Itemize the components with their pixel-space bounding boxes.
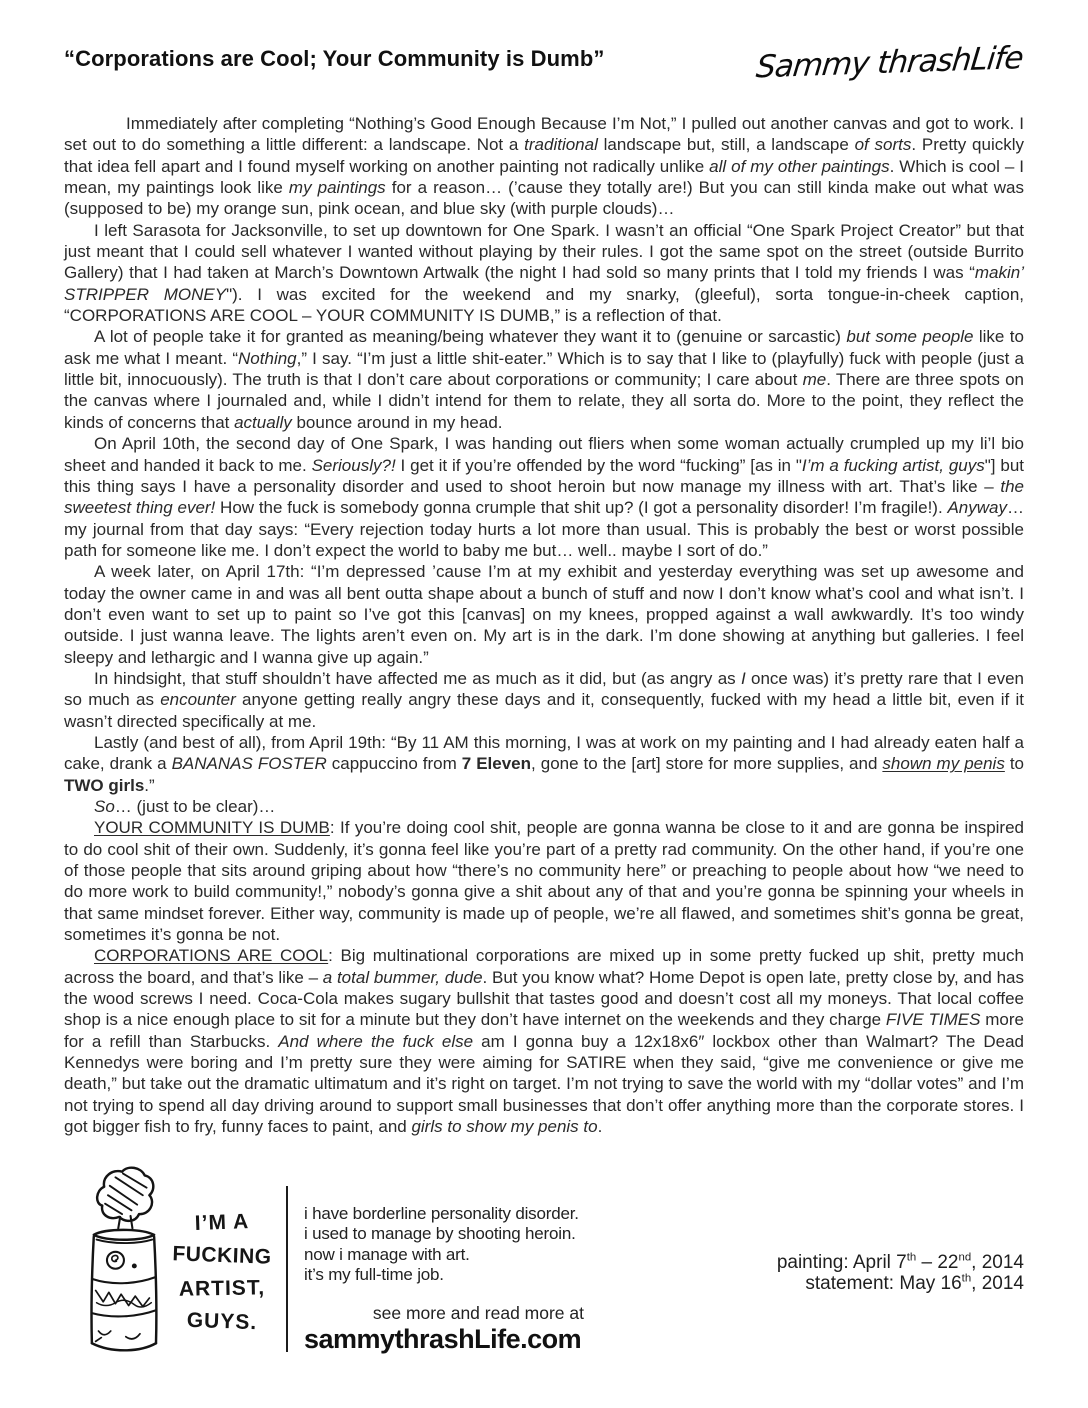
footer bbox=[64, 1166, 1024, 1366]
page-title: “Corporations are Cool; Your Community is Dumb” bbox=[64, 46, 605, 71]
caption-line: i have borderline personality disorder. bbox=[304, 1204, 579, 1223]
paragraph: Lastly (and best of all), from April 19th: “By 11 AM this morning, I was at work on my painting and I had already eaten half a cake, drank a BANANAS FOSTER cappuccino from 7 Eleven, gone to the [art] store for more supplies, and shown my penis to TWO girls.” bbox=[64, 732, 1025, 795]
caption-line: now i manage with art. bbox=[304, 1244, 470, 1264]
vertical-divider bbox=[286, 1186, 288, 1352]
date-line: painting: April 7th – 22nd, 2014 bbox=[776, 1251, 1024, 1273]
dates bbox=[777, 1166, 1024, 1294]
website-url: sammythrashLife.com bbox=[304, 1324, 582, 1355]
caption-lines bbox=[304, 1204, 584, 1285]
header bbox=[64, 40, 1024, 86]
body-paragraphs bbox=[64, 113, 1024, 1138]
artist-tag-line: FUCKING bbox=[172, 1242, 272, 1269]
paragraph: I left Sarasota for Jacksonville, to set up downtown for One Spark. I wasn’t an official “One Spark Project Creator” but that just meant that I could sell whatever I wanted without playing by their rules. I got the same spot on the street (outside Burrito Gallery) that I had taken at March’s Downtown Artwalk (the night I had sold so many prints that I told my friends I was “makin’ STRIPPER MONEY"). I was excited for the weekend and my snarky, (gleeful), sorta tongue-in-cheek caption, “CORPORATIONS ARE COOL – YOUR COMMUNITY IS DUMB,” is a reflection of that. bbox=[64, 220, 1024, 326]
paragraph: YOUR COMMUNITY IS DUMB: If you’re doing cool shit, people are gonna wanna be close to it and are gonna be inspired to do cool shit of their own. Suddenly, it’s gonna feel like you’re part of a pretty rad community. On the other hand, if you’re one of those people that sits around griping about how “there’s no community here” or preaching to people about how “we need to do more work to build community!,” nobody’s gonna give a shit about any of that and you’re gonna be spinning your wheels in that same mindset forever. Either way, community is made up of people, we’re all flawed, and sometimes shit’s gonna be great, sometimes it’s gonna be not. bbox=[64, 818, 1025, 945]
caption-column bbox=[304, 1166, 584, 1355]
paragraph: In hindsight, that stuff shouldn’t have affected me as much as it did, but (as angry as I once was) it’s pretty rare that I even so much as encounter anyone getting really angry these days and it, consequently, fucked with my head a little bit, even if it wasn’t directed specifically at me. bbox=[64, 668, 1025, 731]
caption-line: i used to manage by shooting heroin. bbox=[304, 1224, 576, 1244]
caption-line: it’s my full-time job. bbox=[304, 1264, 444, 1284]
paragraph: Immediately after completing “Nothing’s Good Enough Because I’m Not,” I pulled out another canvas and got to work. I set out to do something a little different: a landscape. Not a traditional landscape but, still, a landscape of sorts. Pretty quickly that idea fell apart and I found myself working on another painting not radically unlike all of my other paintings. Which is cool – I mean, my paintings look like my paintings for a reason… (’cause they totally are!) But you can still kinda make out what was (supposed to be) my orange sun, pink ocean, and blue sky (with purple clouds)… bbox=[64, 114, 1024, 219]
paragraph: A week later, on April 17th: “I’m depressed ’cause I’m at my exhibit and yesterday everything was set up awesome and today the owner came in and was all bent outta shape about a bunch of stuff and now I don’t know what’s cool and what isn’t. I don’t even want to set up to paint so I’ve got this [canvas] on my knees, propped against a wall awkwardly. It’s too windy outside. I just wanna leave. The lights aren’t even on. My art is in the dark. I’m done showing at anything but galleries. I feel sleepy and lethargic and I wanna give up again.” bbox=[64, 562, 1024, 667]
date-line: statement: May 16th, 2014 bbox=[805, 1272, 1024, 1294]
artist-tag-line: GUYS. bbox=[186, 1308, 258, 1335]
artist-tag bbox=[170, 1166, 274, 1338]
paragraph: A lot of people take it for granted as meaning/being whatever they want it to (genuine or sarcastic) but some people like to ask me what I meant. “Nothing,” I say. “I’m just a little shit-eater.” Which is to say that I like to (playfully) fuck with people (just a little bit, innocuously). The truth is that I don’t care about corporations or community; I care about me. There are three spots on the canvas where I journaled and, while I didn’t intend for them to relate, they all sorta do. More to the point, they reflect the kinds of concerns that actually bounce around in my head. bbox=[64, 327, 1024, 432]
see-more-text: see more and read more at bbox=[372, 1303, 584, 1324]
artist-tag-line: I’M A bbox=[194, 1210, 250, 1235]
paragraph: CORPORATIONS ARE COOL: Big multinational corporations are mixed up in some pretty fucked up shit, pretty much across the board, and that’s like – a total bummer, dude. But you know what? Home Depot is open late, pretty close by, and has the wood screws I need. Coca-Cola makes sugary bullshit that tastes good and doesn’t cost all my moneys. That local coffee shop is a nice enough place to sit for a minute but they don’t have internet on the weekends and they charge FIVE TIMES more for a refill than Starbucks. And where the fuck else am I gonna buy a 12x18x6″ lockbox other than Walmart? The Dead Kennedys were boring and I’m pretty sure they were aiming for SATIRE when they said, “give me convenience or give me death,” but take out the dramatic ultimatum and it’s right on target. I’m not trying to save the world with my “dollar votes” and I’m not trying to spend all day driving around to support small businesses that don’t offer anything more than the corporate stores. I got bigger fish to fry, funny faces to paint, and girls to show my penis to. bbox=[64, 946, 1025, 1137]
paragraph: On April 10th, the second day of One Spark, I was handing out fliers when some woman actually crumpled up my li’l bio sheet and handed it back to me. Seriously?! I get it if you’re offended by the word “fucking” [as in "I’m a fucking artist, guys"] but this thing says I have a personality disorder and used to shoot heroin but now manage my illness with art. That’s like – the sweetest thing ever! How the fuck is somebody gonna crumple that shit up? (I got a personality disorder! I’m fragile!). Anyway… my journal from that day says: “Every rejection today hurts a lot more than usual. This is probably the best or worst possible path for someone like me. I don’t expect the world to baby me but… well.. maybe I sort of do.” bbox=[64, 434, 1024, 560]
sammy-thrashlife-logo: Sammy thrashLife bbox=[753, 40, 1024, 86]
paragraph: So… (just to be clear)… bbox=[94, 797, 276, 816]
spray-paint-can-icon bbox=[80, 1166, 166, 1364]
artist-tag-line: ARTIST, bbox=[178, 1276, 266, 1301]
